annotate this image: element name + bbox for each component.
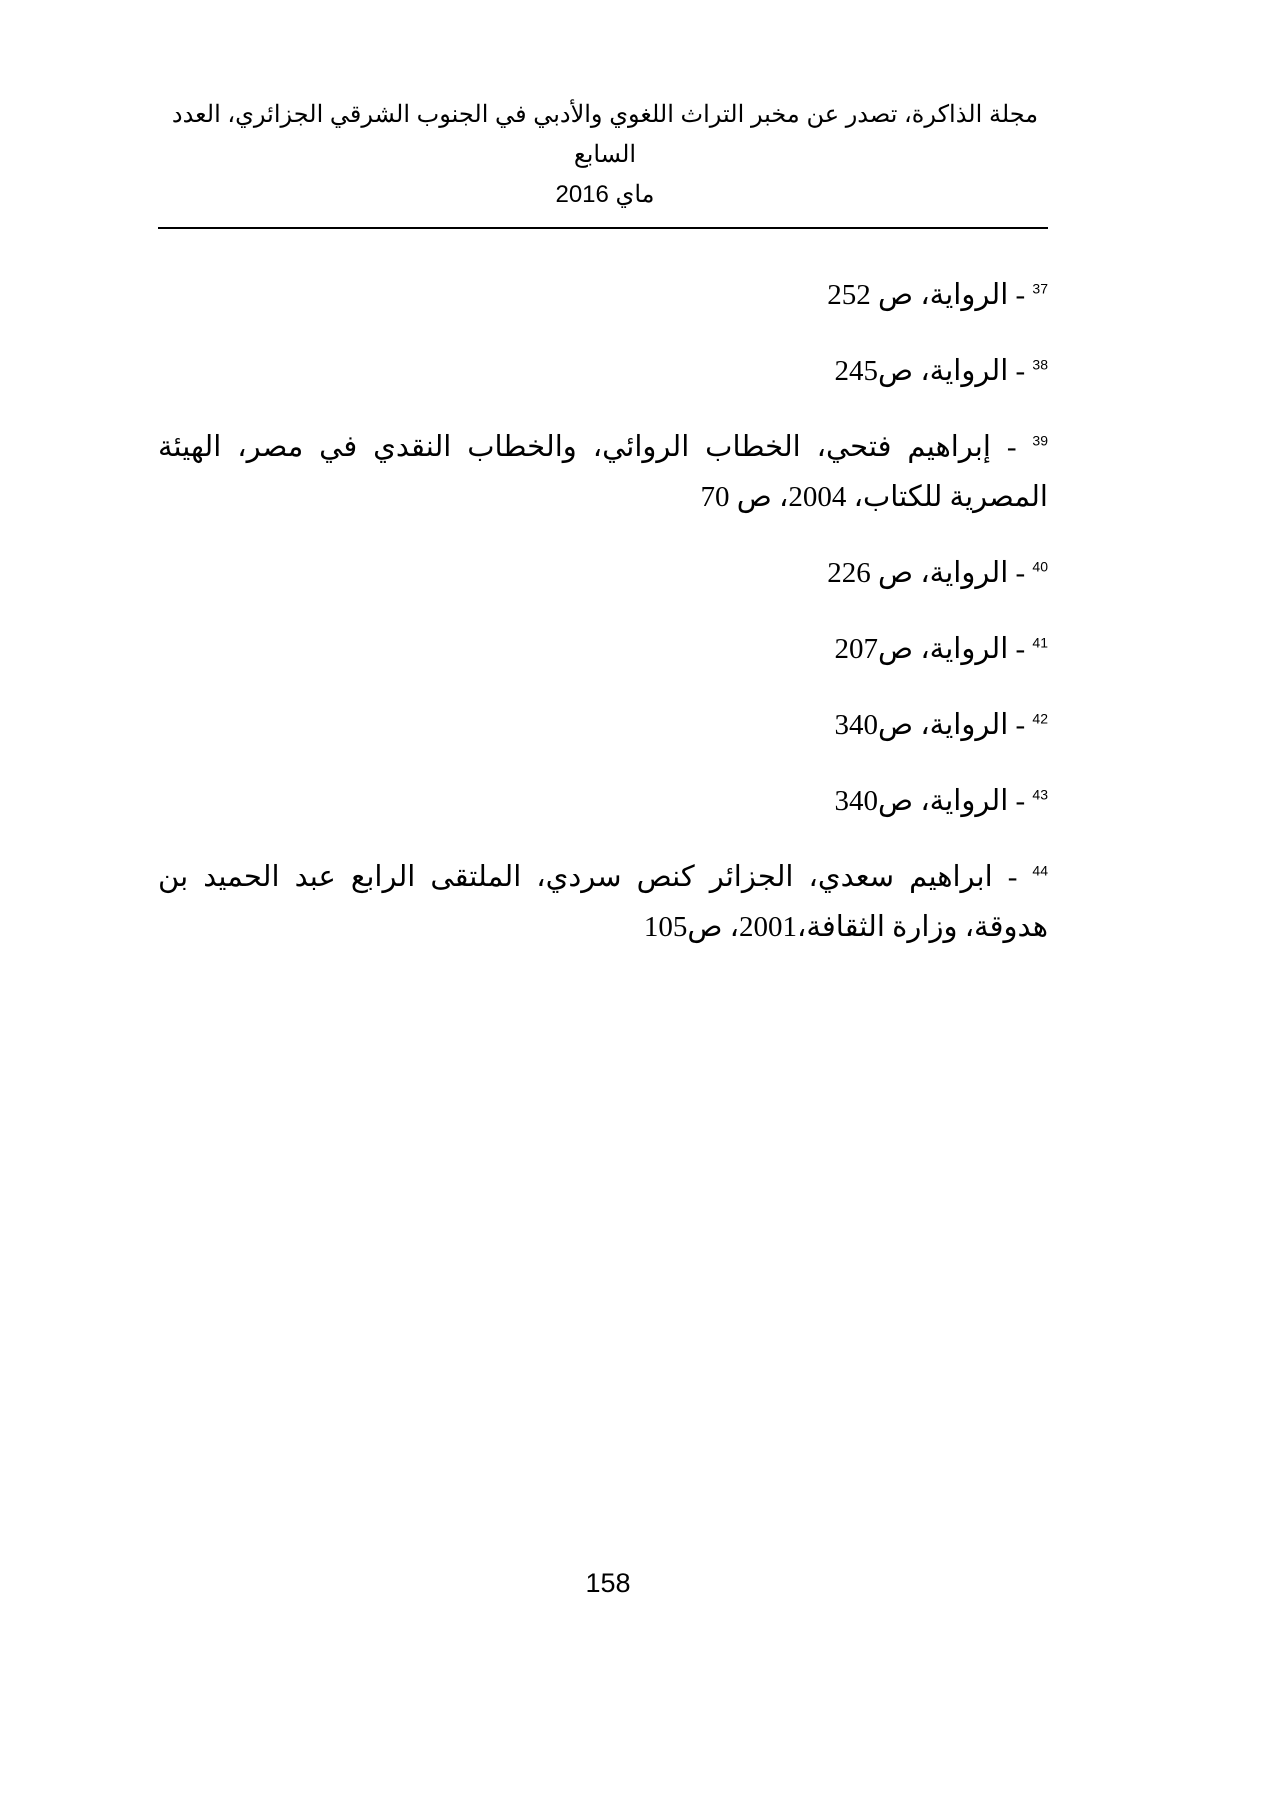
journal-header (150, 95, 1060, 215)
footnote-text: - ابراهيم سعدي، الجزائر كنص سردي، الملتقى الرابع عبد الحميد بن هدوقة، وزارة الثقافة،2001، ص105 (158, 861, 1048, 943)
footnote-number: 37 (1032, 280, 1048, 297)
footnote-43 (158, 776, 1048, 826)
footnote-number: 43 (1032, 786, 1048, 803)
footnote-38 (158, 346, 1048, 396)
footnote-text: - الرواية، ص 226 (827, 557, 1026, 589)
footnote-number: 42 (1032, 710, 1048, 727)
footnote-text: - الرواية، ص340 (834, 785, 1026, 817)
footnote-text: - الرواية، ص245 (834, 355, 1026, 387)
footnote-number: 41 (1032, 634, 1048, 651)
footnote-44 (158, 852, 1048, 952)
footnote-number: 39 (1032, 432, 1048, 449)
footnote-37 (158, 270, 1048, 320)
footnote-text: - إبراهيم فتحي، الخطاب الروائي، والخطاب النقدي في مصر، الهيئة المصرية للكتاب، 2004، ص 70 (158, 431, 1048, 513)
issue-date: ماي 2016 (555, 181, 655, 208)
footnote-41 (158, 624, 1048, 674)
footnote-39 (158, 422, 1048, 522)
footnote-42 (158, 700, 1048, 750)
header-divider (158, 227, 1048, 229)
footnote-number: 38 (1032, 356, 1048, 373)
footnote-number: 44 (1032, 862, 1048, 879)
page-number: 158 (585, 1568, 631, 1598)
footnotes-list (158, 270, 1048, 978)
footnote-number: 40 (1032, 558, 1048, 575)
journal-title: مجلة الذاكرة، تصدر عن مخبر التراث اللغوي والأدبي في الجنوب الشرقي الجزائري، العدد السابع (171, 101, 1039, 168)
footnote-text: - الرواية، ص207 (834, 633, 1026, 665)
footnote-text: - الرواية، ص 252 (827, 279, 1026, 311)
footnote-text: - الرواية، ص340 (834, 709, 1026, 741)
footnote-40 (158, 548, 1048, 598)
